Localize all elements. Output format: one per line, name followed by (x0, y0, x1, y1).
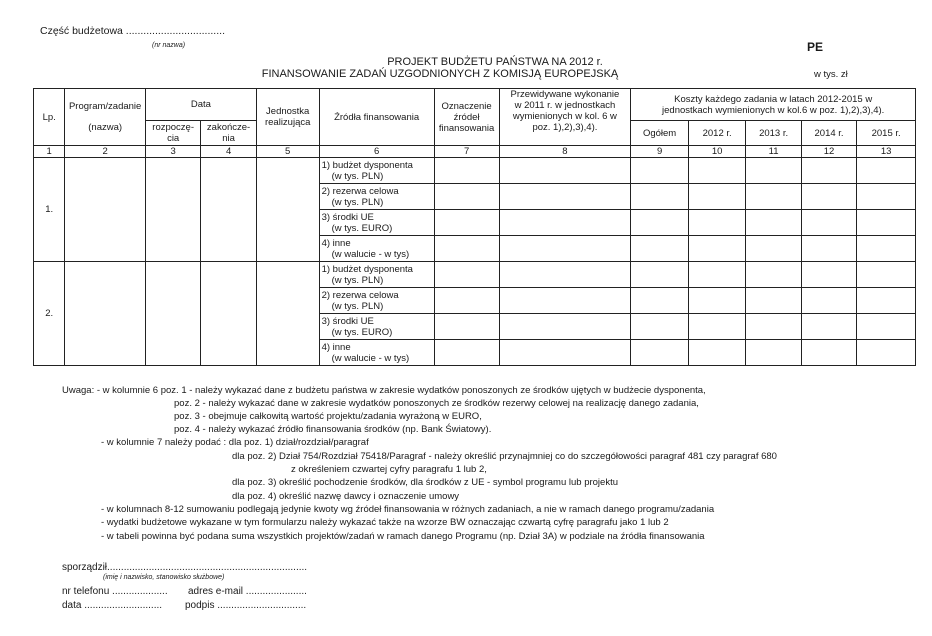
value-cell[interactable] (434, 184, 499, 210)
value-cell[interactable] (434, 314, 499, 340)
source-unit: (w walucie - w tys) (331, 352, 410, 364)
value-cell[interactable] (499, 236, 631, 262)
value-cell[interactable] (746, 158, 801, 184)
value-cell[interactable] (746, 314, 801, 340)
col-total-header: Ogółem (631, 121, 689, 146)
value-cell[interactable] (857, 288, 916, 314)
source-cell (319, 314, 434, 340)
col-program-header (65, 89, 146, 146)
value-cell[interactable] (801, 314, 856, 340)
col-year-header: 2013 r. (746, 121, 801, 146)
column-number: 8 (499, 146, 631, 158)
col-program-sublabel: (nazwa) (88, 122, 123, 133)
source-cell (319, 184, 434, 210)
note-line: - w kolumnach 8-12 sumowaniu podlegają jedynie kwoty wg źródeł finansowania w różnych zadaniach, a nie w ramach danego programu/zadania (101, 504, 715, 515)
value-cell[interactable] (746, 184, 801, 210)
value-cell[interactable] (746, 288, 801, 314)
column-number: 6 (319, 146, 434, 158)
col-data-header: Data (145, 89, 256, 121)
col-year-header: 2014 r. (801, 121, 856, 146)
row-lp: 2. (34, 262, 65, 366)
note-line: dla poz. 4) określić nazwę dawcy i oznaczenie umowy (232, 491, 460, 502)
source-unit: (w tys. PLN) (331, 196, 384, 208)
value-cell[interactable] (631, 158, 689, 184)
col-costs-header (631, 89, 916, 121)
value-cell[interactable] (801, 184, 856, 210)
value-cell[interactable] (434, 158, 499, 184)
col-designation-label-b: źródeł (453, 111, 480, 123)
form-subtitle: FINANSOWANIE ZADAŃ UZGODNIONYCH Z KOMISJĄ EUROPEJSKĄ (261, 68, 619, 80)
value-cell[interactable] (499, 262, 631, 288)
note-line: dla poz. 2) Dział 754/Rozdział 75418/Paragraf - należy określić przynajmniej co do szczegółowości paragraf 481 czy paragraf 680 (232, 451, 777, 462)
end-cell[interactable] (201, 158, 256, 262)
value-cell[interactable] (857, 158, 916, 184)
column-number: 7 (434, 146, 499, 158)
value-cell[interactable] (688, 236, 746, 262)
data-row (34, 158, 916, 184)
source-label: 2) rezerwa celowa (321, 289, 399, 301)
column-number: 10 (688, 146, 746, 158)
value-cell[interactable] (688, 184, 746, 210)
source-unit: (w tys. PLN) (331, 300, 384, 312)
col-lp-header: Lp. (34, 89, 65, 146)
value-cell[interactable] (801, 262, 856, 288)
note-line: - wydatki budżetowe wykazane w tym formularzu należy wykazać także na wzorze BW oznaczając czwartą cyfrę paragrafu jako 1 lub 2 (101, 517, 669, 528)
value-cell[interactable] (688, 314, 746, 340)
col-year-header: 2012 r. (688, 121, 746, 146)
col-expected-label-c: wymienionych w kol. 6 w (512, 111, 617, 122)
start-cell[interactable] (145, 262, 200, 366)
col-expected-label-a: Przewidywane wykonanie (510, 89, 620, 100)
note-line: Uwaga: - w kolumnie 6 poz. 1 - należy wykazać dane z budżetu państwa w zakresie wydatków ponoszonych ze środków ujętych w budżecie dysponenta, (62, 385, 706, 396)
source-unit: (w tys. EURO) (331, 326, 393, 338)
value-cell[interactable] (801, 288, 856, 314)
prepared-by-field[interactable]: sporządził........................................................................ (62, 562, 308, 573)
value-cell[interactable] (857, 340, 916, 366)
col-unit-header (256, 89, 319, 146)
col-designation-label-a: Oznaczenie (441, 100, 492, 112)
column-number: 11 (746, 146, 801, 158)
unit-cell[interactable] (256, 262, 319, 366)
col-costs-label-a: Koszty każdego zadania w latach 2012-2015 w (674, 93, 873, 105)
col-expected-header (499, 89, 631, 146)
note-line: - w kolumnie 7 należy podać : dla poz. 1) dział/rozdział/paragraf (101, 437, 369, 448)
note-line: poz. 3 - obejmuje całkowitą wartość projektu/zadania wyrażoną w EURO, (174, 411, 482, 422)
end-cell[interactable] (201, 262, 256, 366)
value-cell[interactable] (857, 262, 916, 288)
source-label: 4) inne (321, 341, 351, 353)
value-cell[interactable] (631, 210, 689, 236)
source-cell (319, 262, 434, 288)
value-cell[interactable] (688, 340, 746, 366)
col-expected-label-b: w 2011 r. w jednostkach (514, 100, 616, 111)
col-expected-label-d: poz. 1),2),3),4). (532, 122, 598, 133)
value-cell[interactable] (801, 236, 856, 262)
signature-field[interactable]: podpis ................................ (185, 600, 307, 611)
source-label: 3) środki UE (321, 211, 374, 223)
value-cell[interactable] (434, 288, 499, 314)
col-end-header (201, 121, 256, 146)
value-cell[interactable] (801, 158, 856, 184)
value-cell[interactable] (434, 210, 499, 236)
source-cell (319, 340, 434, 366)
source-label: 4) inne (321, 237, 351, 249)
column-number: 5 (256, 146, 319, 158)
column-number: 12 (801, 146, 856, 158)
email-field[interactable]: adres e-mail ...................... (188, 586, 307, 597)
value-cell[interactable] (631, 262, 689, 288)
header-row-1 (34, 89, 916, 121)
col-start-label-a: rozpoczę- (152, 122, 194, 133)
value-cell[interactable] (688, 288, 746, 314)
value-cell[interactable] (631, 184, 689, 210)
date-field[interactable]: data ............................ (62, 600, 163, 611)
value-cell[interactable] (499, 340, 631, 366)
value-cell[interactable] (499, 288, 631, 314)
source-label: 3) środki UE (321, 315, 374, 327)
value-cell[interactable] (746, 262, 801, 288)
value-cell[interactable] (434, 340, 499, 366)
note-line: - w tabeli powinna być podana suma wszystkich projektów/zadań w ramach danego Programu (np. Dział 3A) w podziale na źródła finansowania (101, 531, 705, 542)
col-designation-header (434, 89, 499, 146)
program-cell[interactable] (65, 158, 146, 262)
source-label: 1) budżet dysponenta (321, 159, 413, 171)
column-number: 4 (201, 146, 256, 158)
source-label: 2) rezerwa celowa (321, 185, 399, 197)
value-cell[interactable] (801, 210, 856, 236)
source-unit: (w tys. PLN) (331, 274, 384, 286)
col-year-header: 2015 r. (857, 121, 916, 146)
start-cell[interactable] (145, 158, 200, 262)
col-sources-header: Źródła finansowania (319, 89, 434, 146)
source-unit: (w tys. EURO) (331, 222, 393, 234)
value-cell[interactable] (434, 262, 499, 288)
column-number: 1 (34, 146, 65, 158)
col-end-label-b: nia (222, 133, 235, 144)
value-cell[interactable] (499, 314, 631, 340)
value-cell[interactable] (688, 158, 746, 184)
value-cell[interactable] (631, 236, 689, 262)
budget-part-field[interactable]: Część budżetowa .................................. (40, 25, 225, 37)
source-cell (319, 288, 434, 314)
col-start-label-b: cia (167, 133, 180, 144)
budget-part-hint: (nr nazwa) (152, 42, 186, 49)
value-cell[interactable] (499, 184, 631, 210)
note-line: z określeniem czwartej cyfry paragrafu 1 lub 2, (291, 464, 487, 475)
form-code: PE (807, 40, 824, 54)
source-cell (319, 210, 434, 236)
row-lp: 1. (34, 158, 65, 262)
col-end-label-a: zakończe- (206, 122, 251, 133)
value-cell[interactable] (746, 236, 801, 262)
col-unit-label-a: Jednostka (266, 106, 310, 117)
value-cell[interactable] (499, 210, 631, 236)
unit-label: w tys. zł (814, 69, 848, 80)
program-cell[interactable] (65, 262, 146, 366)
value-cell[interactable] (746, 340, 801, 366)
value-cell[interactable] (857, 184, 916, 210)
value-cell[interactable] (857, 314, 916, 340)
column-number-row (34, 146, 916, 158)
value-cell[interactable] (631, 340, 689, 366)
value-cell[interactable] (746, 210, 801, 236)
column-number: 13 (857, 146, 916, 158)
note-line: dla poz. 3) określić pochodzenie środków, dla środków z UE - symbol programu lub projektu (232, 477, 618, 488)
column-number: 9 (631, 146, 689, 158)
note-line: poz. 4 - należy wykazać źródło finansowania środków (np. Bank Światowy). (174, 424, 492, 435)
value-cell[interactable] (857, 210, 916, 236)
data-row (34, 262, 916, 288)
col-designation-label-c: finansowania (438, 122, 495, 134)
value-cell[interactable] (631, 314, 689, 340)
source-cell (319, 158, 434, 184)
column-number: 3 (145, 146, 200, 158)
value-cell[interactable] (801, 340, 856, 366)
source-label: 1) budżet dysponenta (321, 263, 413, 275)
column-number: 2 (65, 146, 146, 158)
source-cell (319, 236, 434, 262)
source-unit: (w walucie - w tys) (331, 248, 410, 260)
value-cell[interactable] (857, 236, 916, 262)
prepared-by-hint: (imię i nazwisko, stanowisko służbowe) (103, 574, 225, 581)
col-start-header (145, 121, 200, 146)
phone-field[interactable]: nr telefonu .................... (62, 586, 168, 597)
col-program-label: Program/zadanie (68, 101, 142, 112)
unit-cell[interactable] (256, 158, 319, 262)
col-costs-label-b: jednostkach wymienionych w kol.6 w poz. 1),2),3),4). (662, 104, 885, 116)
value-cell[interactable] (688, 210, 746, 236)
note-line: poz. 2 - należy wykazać dane w zakresie wydatków ponoszonych ze środków rezerwy celowej na realizację danego zadania, (174, 398, 699, 409)
col-unit-label-b: realizująca (264, 117, 311, 128)
budget-table (33, 88, 916, 366)
value-cell[interactable] (688, 262, 746, 288)
value-cell[interactable] (631, 288, 689, 314)
value-cell[interactable] (434, 236, 499, 262)
source-unit: (w tys. PLN) (331, 170, 384, 182)
form-title: PROJEKT BUDŻETU PAŃSTWA NA 2012 r. (387, 56, 603, 68)
value-cell[interactable] (499, 158, 631, 184)
